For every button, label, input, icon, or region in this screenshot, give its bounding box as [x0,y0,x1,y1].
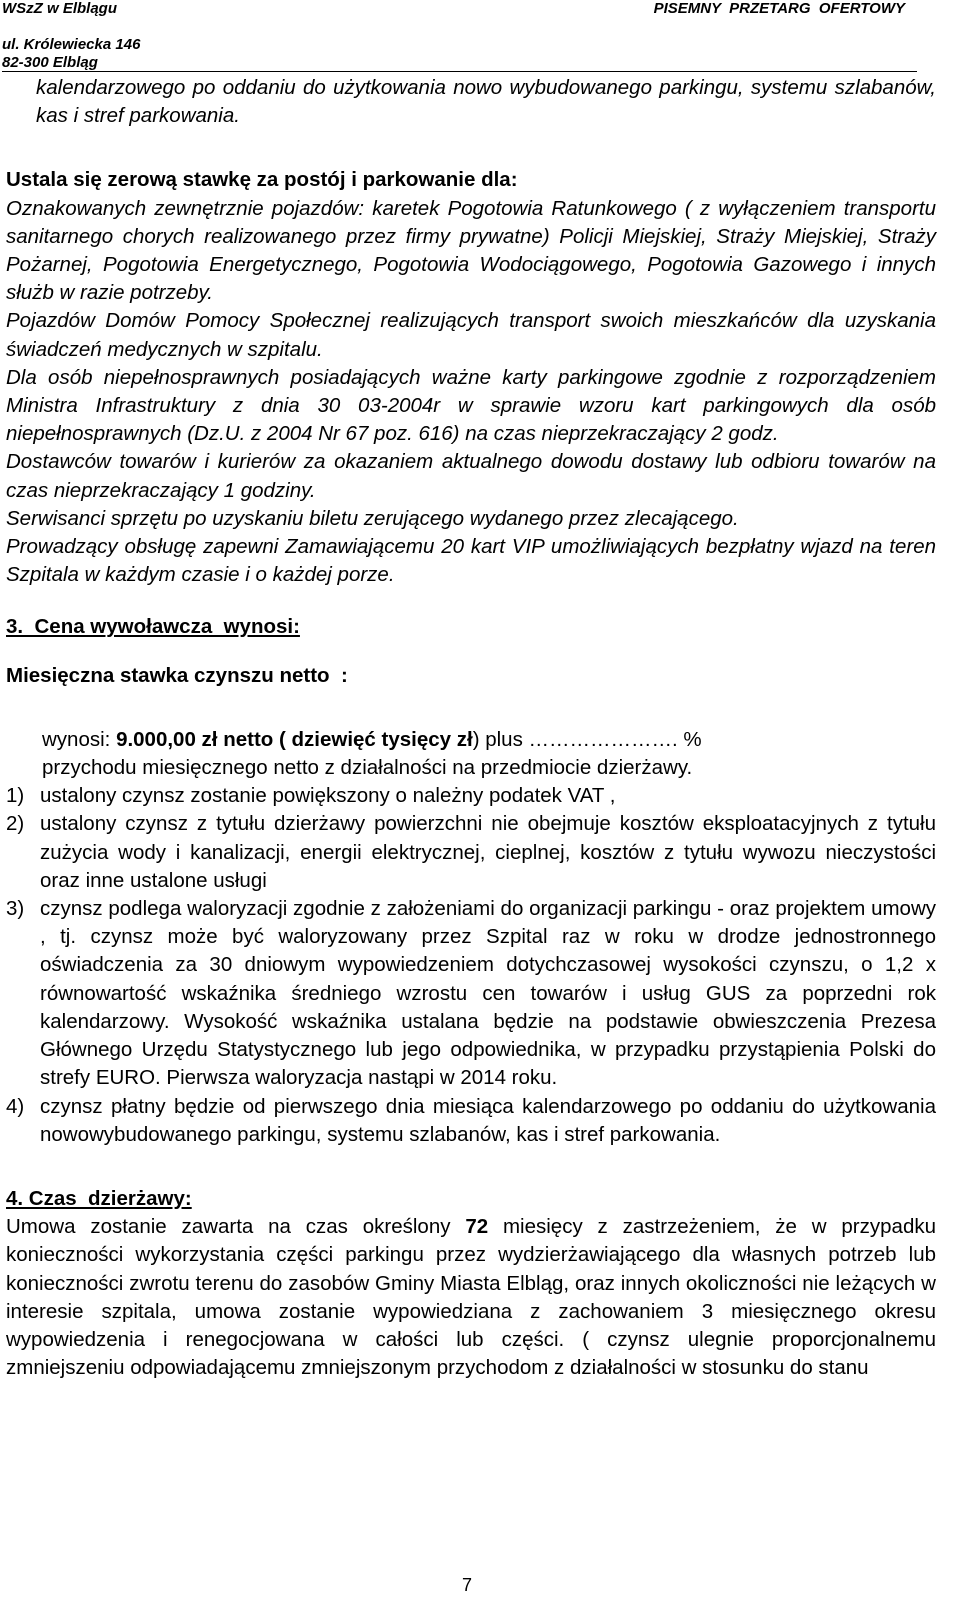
zero-rate-heading: Ustala się zerową stawkę za postój i parkowanie dla: [6,168,518,192]
header-city: 82-300 Elbląg [2,54,98,71]
rent-amount-prefix: wynosi: [42,727,117,751]
list-item-text: czynsz podlega waloryzacji zgodnie z założeniami do organizacji parkingu - oraz projektem umowy , tj. czynsz może być waloryzowany przez Szpital raz w roku w drodze jednostronnego oświadczenia za 30 dniowym wypowiedzeniem dotychczasowej wysokości czynszu, o 1,2 x równowartość wskaźnika średniego wzrostu cen towarów i usług GUS za poprzedni rok kalendarzowy. Wysokość wskaźnika ustalana będzie na podstawie obwieszczenia Prezesa Głównego Urzędu Statystycznego lub jego odpowiednika, w przypadku przystąpienia Polski do strefy EURO. Pierwsza waloryzacja nastąpi w 2014 roku. [40,897,936,1090]
zero-rate-disabled-persons: Dla osób niepełnosprawnych posiadających ważne karty parkingowe zgodnie z rozporządzeniem Ministra Infrastruktury z dnia 30 03-2004r w sprawie wzoru kart parkingowych dla osób niepełnosprawnych (Dz.U. z 2004 Nr 67 poz. 616) na czas nieprzekraczający 2 godz. [6,365,936,446]
rent-amount-line-2: przychodu miesięcznego netto z działalności na przedmiocie dzierżawy. [42,756,693,780]
list-item-text: czynsz płatny będzie od pierwszego dnia miesiąca kalendarzowego po oddaniu do użytkowania nowowybudowanego parkingu, systemu szlabanów, kas i stref parkowania. [40,1094,936,1146]
rent-amount-suffix: ) plus …………………. % [472,727,702,751]
list-item [6,810,936,895]
spacer [6,130,936,166]
zero-rate-delivery: Dostawców towarów i kurierów za okazaniem aktualnego dowodu dostawy lub odbioru towarów na czas nieprzekraczający 1 godziny. [6,450,936,502]
zero-rate-service-technicians: Serwisanci sprzętu po uzyskaniu biletu zerującego wydanego przez zlecającego. [6,506,739,530]
lease-period-text-after: miesięcy z zastrzeżeniem, że w przypadku konieczności wykorzystania części parkingu przez wydzierżawiającego dla własnych potrzeb lub konieczności zwrotu terenu do zasobów Gminy Miasta Elbląg, oraz innych okoliczności nie leżących w interesie szpitala, umowa zostanie wypowiedziana z zachowaniem 3 miesięcznego okresu wypowiedzenia i renegocjowana w całości lub części. ( czynsz ulegnie proporcjonalnemu zmniejszeniu odpowiadającemu zmniejszonym przychodom z działalności w stosunku do stanu [6,1215,936,1380]
header-organization: WSzZ w Elblągu [2,0,117,17]
spacer [6,589,936,613]
lease-period-months: 72 [465,1215,489,1239]
list-item [6,895,936,1092]
list-item-number: 3) [6,897,25,921]
list-item-text: ustalony czynsz z tytułu dzierżawy powierzchni nie obejmuje kosztów eksploatacyjnych z tytułu zużycia wody i kanalizacji, energii elektrycznej, cieplnej, kosztów z tytułu wywozu nieczystości oraz inne ustalone usługi [40,812,936,892]
spacer [6,1149,936,1185]
list-item [6,1093,936,1149]
section-3-heading [6,613,936,641]
list-item-number: 4) [6,1094,25,1118]
spacer [6,642,936,662]
monthly-rent-subheading: Miesięczna stawka czynszu netto : [6,663,348,687]
header-rule [2,71,917,72]
zero-rate-vip-cards: Prowadzący obsługę zapewni Zamawiającemu 20 kart VIP umożliwiających bezpłatny wjazd na teren Szpitala w każdym czasie i o każdej porze. [6,535,936,587]
rent-amount-line [6,726,936,754]
list-item-number: 1) [6,784,25,808]
zero-rate-emergency-vehicles: Oznakowanych zewnętrznie pojazdów: karetek Pogotowia Ratunkowego ( z wyłączeniem transportu sanitarnego chorych realizowanego przez firmy prywatne) Policji Miejskiej, Straży Miejskiej, Straży Pożarnej, Pogotowia Energetycznego, Pogotowia Wodociągowego, Pogotowia Gazowego i innych służb w razie potrzeby. [6,196,936,305]
zero-rate-social-care-vehicles: Pojazdów Domów Pomocy Społecznej realizujących transport swoich mieszkańców dla uzyskania świadczeń medycznych w szpitalu. [6,309,936,361]
intro-continued-paragraph: kalendarzowego po oddaniu do użytkowania nowo wybudowanego parkingu, systemu szlabanów, kas i stref parkowania. [36,76,936,128]
section-4-heading-text: 4. Czas dzierżawy: [6,1186,192,1210]
list-item-number: 2) [6,812,25,836]
lease-period-paragraph [6,1213,936,1382]
document-body [6,74,936,1382]
spacer [6,690,936,726]
list-item-text: ustalony czynsz zostanie powiększony o należny podatek VAT , [40,784,616,808]
section-4-heading [6,1185,936,1213]
header-street: ul. Królewiecka 146 [2,36,141,53]
section-3-heading-text: 3. Cena wywoławcza wynosi: [6,615,300,639]
list-item [6,782,936,810]
rent-amount-value: 9.000,00 zł netto ( dziewięć tysięcy zł [116,727,473,751]
lease-period-text-before: Umowa zostanie zawarta na czas określony [6,1215,466,1239]
header-document-type: PISEMNY PRZETARG OFERTOWY [653,0,905,17]
page-number: 7 [461,1575,472,1595]
